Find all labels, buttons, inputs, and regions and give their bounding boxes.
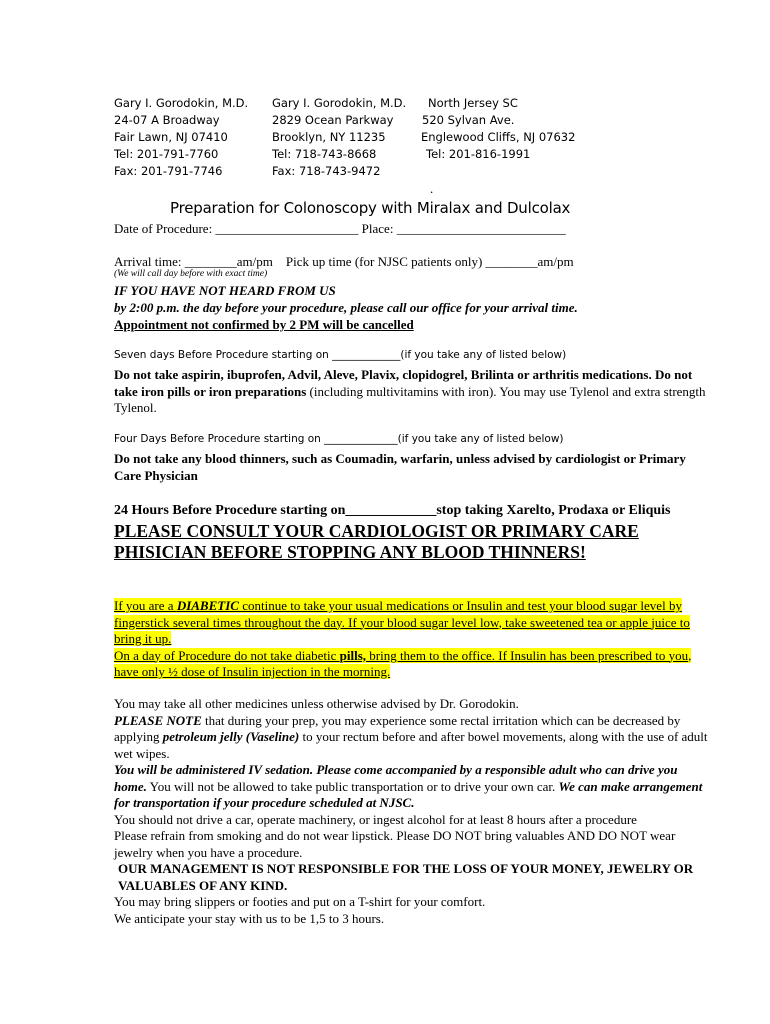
office-street: 2829 Ocean Parkway [272,113,394,127]
general-instructions [114,696,710,927]
sedation-note [114,762,710,812]
management-disclaimer: OUR MANAGEMENT IS NOT RESPONSIBLE FOR THE LOSS OF YOUR MONEY, JEWELRY OR VALUABLES OF ANY KIND. [118,861,694,893]
petroleum-note [114,713,710,763]
note-text1: that during your prep, you may experience some rectal irritation which can be decreased by applying [114,712,681,744]
header-dot: . [430,181,434,196]
office-fair-lawn [114,95,248,180]
sedation-normal: You will not be allowed to take public transportation or to drive your own car. [146,778,559,794]
four-days-heading: Four Days Before Procedure starting on ______________(if you take any of listed below) [114,433,564,445]
page-title: Preparation for Colonoscopy with Miralax and Dulcolax [170,199,571,217]
note-text2: to your rectum before and after bowel movements, along with the use of adult wet wipes. [114,729,708,761]
office-fax: Fax: 718-743-9472 [272,164,381,178]
note-emphasis: petroleum jelly (Vaseline) [162,729,300,744]
slippers-note: You may bring slippers or footies and put on a T-shirt for your comfort. [114,894,486,909]
four-days-text: Do not take any blood thinners, such as Coumadin, warfarin, unless advised by cardiologist or Primary Care Physician [114,451,686,483]
diabetic-p1-post: continue to take your usual medications or Insulin and test your blood sugar level by fingerstick several times throughout the day. If your blood sugar level low, take sweetened tea or apple juice to bring it up. [114,598,690,646]
diabetic-emphasis: DIABETIC [176,598,239,613]
office-tel: Tel: 718-743-8668 [272,147,377,161]
seven-days-text [114,367,710,417]
office-name: Gary I. Gorodokin, M.D. [114,96,249,110]
diabetic-p2-post: bring them to the office. If Insulin has been prescribed to you, have only ½ dose of Insulin injection in the morning. [114,647,692,679]
no-smoke-note: Please refrain from smoking and do not wear lipstick. Please DO NOT bring valuables AND DO NOT wear jewelry when you have a procedure. [114,828,676,860]
diabetic-p2-pre: On a day of Procedure do not take diabetic [114,647,340,663]
seven-days-bold: Do not take aspirin, ibuprofen, Advil, Aleve, Plavix, clopidogrel, Brilinta or arthritis medications. Do not take iron pills or iron preparations [114,367,693,399]
office-brooklyn [272,95,406,180]
not-heard-warning: IF YOU HAVE NOT HEARD FROM US [114,283,336,298]
diabetic-instructions [114,598,710,681]
other-meds: You may take all other medicines unless otherwise advised by Dr. Gorodokin. [114,696,519,711]
call-note: (We will call day before with exact time) [114,269,268,279]
office-street: 520 Sylvan Ave. [422,113,515,127]
diabetic-p1-pre: If you are a [114,598,177,613]
seven-days-heading: Seven days Before Procedure starting on _____________(if you take any of listed below) [114,349,567,361]
stay-duration: We anticipate your stay with us to be 1,5 to 3 hours. [114,910,385,926]
sedation-bold: You will be administered IV sedation. Please come accompanied by a responsible adult who can drive you home. [114,762,678,794]
office-tel: Tel: 201-816-1991 [426,147,531,161]
arrival-line: Arrival time: ________am/pm Pick up time (for NJSC patients only) ________am/pm [114,254,574,269]
seven-days-normal: (including multivitamins with iron). You may use Tylenol and extra strength Tylenol. [114,383,706,415]
office-tel: Tel: 201-791-7760 [114,147,219,161]
office-njsc [421,95,575,163]
office-street: 24-07 A Broadway [114,113,220,127]
hours24-heading: 24 Hours Before Procedure starting on_____________stop taking Xarelto, Prodaxa or Eliquis [114,503,671,518]
office-city: Fair Lawn, NJ 07410 [114,130,228,144]
date-place-line: Date of Procedure: ______________________ Place: __________________________ [114,221,566,236]
office-name: North Jersey SC [428,96,518,110]
office-name: Gary I. Gorodokin, M.D. [272,96,407,110]
office-city: Brooklyn, NY 11235 [272,130,386,144]
note-label: PLEASE NOTE [114,712,202,728]
office-fax: Fax: 201-791-7746 [114,164,223,178]
not-confirmed-warning: Appointment not confirmed by 2 PM will be cancelled [114,317,414,332]
call-by-2pm: by 2:00 p.m. the day before your procedure, please call our office for your arrival time. [114,300,578,315]
no-drive-note: You should not drive a car, operate machinery, or ingest alcohol for at least 8 hours after a procedure [114,811,637,827]
office-city: Englewood Cliffs, NJ 07632 [421,130,576,144]
diabetic-pills: pills, [339,647,366,663]
transport-arrangement: We can make arrangement for transportation if your procedure scheduled at NJSC. [114,778,703,810]
consult-warning: PLEASE CONSULT YOUR CARDIOLOGIST OR PRIMARY CARE PHISICIAN BEFORE STOPPING ANY BLOOD THINNERS! [114,521,639,562]
